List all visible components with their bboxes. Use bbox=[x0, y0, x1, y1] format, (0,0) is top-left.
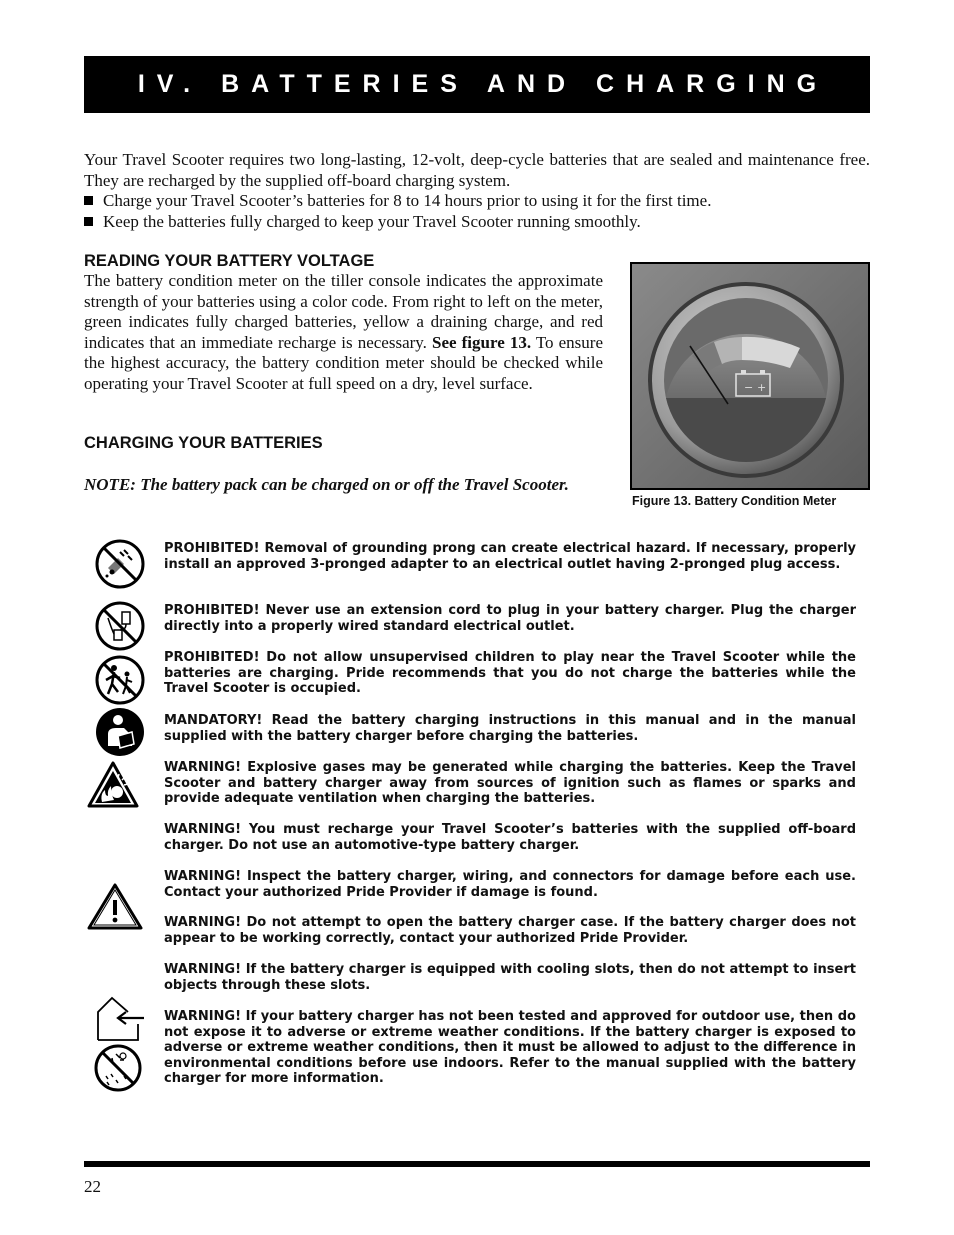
charging-heading: CHARGING YOUR BATTERIES bbox=[84, 434, 323, 452]
battery-meter-illustration bbox=[632, 264, 868, 488]
warning-text: WARNING! You must recharge your Travel Scooter’s batteries with the supplied off-board charger. Do not use an automotive-type battery charger. bbox=[164, 822, 856, 853]
voltage-text-after: To ensure the highest accuracy, the battery condition meter should be checked while operating your Travel Scooter at full speed on a dry, level surface. bbox=[84, 332, 604, 393]
no-extension-cord-icon bbox=[94, 600, 146, 652]
intro-paragraph: Your Travel Scooter requires two long-lasting, 12-volt, deep-cycle batteries that are sealed and maintenance free. They are recharged by the supplied off-board charging system. bbox=[84, 150, 870, 190]
battery-plus-sign: + bbox=[757, 381, 767, 394]
battery-meter-figure bbox=[630, 262, 870, 490]
see-figure-link: See figure 13. bbox=[432, 332, 532, 352]
chapter-title-bar bbox=[84, 56, 870, 113]
explosive-gas-warning-icon bbox=[86, 760, 140, 810]
warning-text: WARNING! Inspect the battery charger, wiring, and connectors for damage before each use. Contact your authorized Pride Provider if damage is found. bbox=[164, 869, 856, 900]
warning-text: PROHIBITED! Do not allow unsupervised children to play near the Travel Scooter while the batteries are charging. Pride recommends that you do not charge the batteries while the Travel Scooter is occupied. bbox=[164, 650, 856, 696]
read-manual-icon bbox=[94, 706, 146, 758]
no-children-icon bbox=[94, 654, 146, 706]
voltage-paragraph bbox=[84, 271, 603, 394]
battery-minus-sign: − bbox=[744, 381, 754, 394]
warning-text: PROHIBITED! Never use an extension cord to plug in your battery charger. Plug the charger directly into a properly wired standard electrical outlet. bbox=[164, 603, 856, 634]
bullet-square-icon bbox=[84, 217, 93, 226]
figure-caption: Figure 13. Battery Condition Meter bbox=[632, 494, 837, 508]
bullet-square-icon bbox=[84, 196, 93, 205]
no-plug-removal-icon bbox=[94, 538, 146, 590]
warning-text: WARNING! Explosive gases may be generated while charging the batteries. Keep the Travel Scooter and battery charger away from sources of ignition such as flames or sparks and provide adequate ventilation when charging the batteries. bbox=[164, 760, 856, 806]
warning-text: MANDATORY! Read the battery charging instructions in this manual and in the manual supplied with the battery charger before charging the batteries. bbox=[164, 713, 856, 744]
intro-bullet bbox=[84, 212, 870, 233]
footer-rule bbox=[84, 1161, 870, 1167]
voltage-heading: READING YOUR BATTERY VOLTAGE bbox=[84, 252, 375, 270]
warning-text: WARNING! If the battery charger is equipped with cooling slots, then do not attempt to insert objects through these slots. bbox=[164, 962, 856, 993]
general-warning-icon bbox=[86, 882, 144, 932]
page-number: 22 bbox=[84, 1177, 101, 1196]
warning-text: WARNING! If your battery charger has not been tested and approved for outdoor use, then do not expose it to adverse or extreme weather conditions. If the battery charger is exposed to adverse or extreme weather conditions, then it must be allowed to adjust to the difference in environmental conditions before use indoors. Refer to the manual supplied with the battery charger for more information. bbox=[164, 1009, 856, 1086]
bullet-text: Keep the batteries fully charged to keep your Travel Scooter running smoothly. bbox=[103, 211, 641, 231]
intro-section bbox=[84, 150, 870, 232]
warning-text: PROHIBITED! Removal of grounding prong can create electrical hazard. If necessary, properly install an approved 3-pronged adapter to an electrical outlet having 2-pronged plug access. bbox=[164, 541, 856, 572]
indoor-use-icon bbox=[94, 996, 150, 1094]
voltage-text-before: The battery condition meter on the tiller console indicates the approximate strength of your batteries using a color code. From right to left on the meter, green indicates fully charged batteries, yellow a draining charge, and red indicates that an immediate recharge is necessary. bbox=[84, 271, 603, 352]
warning-text: WARNING! Do not attempt to open the battery charger case. If the battery charger does not appear to be working correctly, contact your authorized Pride Provider. bbox=[164, 915, 856, 946]
intro-bullet bbox=[84, 191, 870, 212]
bullet-text: Charge your Travel Scooter’s batteries for 8 to 14 hours prior to using it for the first time. bbox=[103, 191, 712, 210]
chapter-title: IV. BATTERIES AND CHARGING bbox=[137, 70, 829, 98]
charging-note: NOTE: The battery pack can be charged on or off the Travel Scooter. bbox=[84, 475, 569, 494]
